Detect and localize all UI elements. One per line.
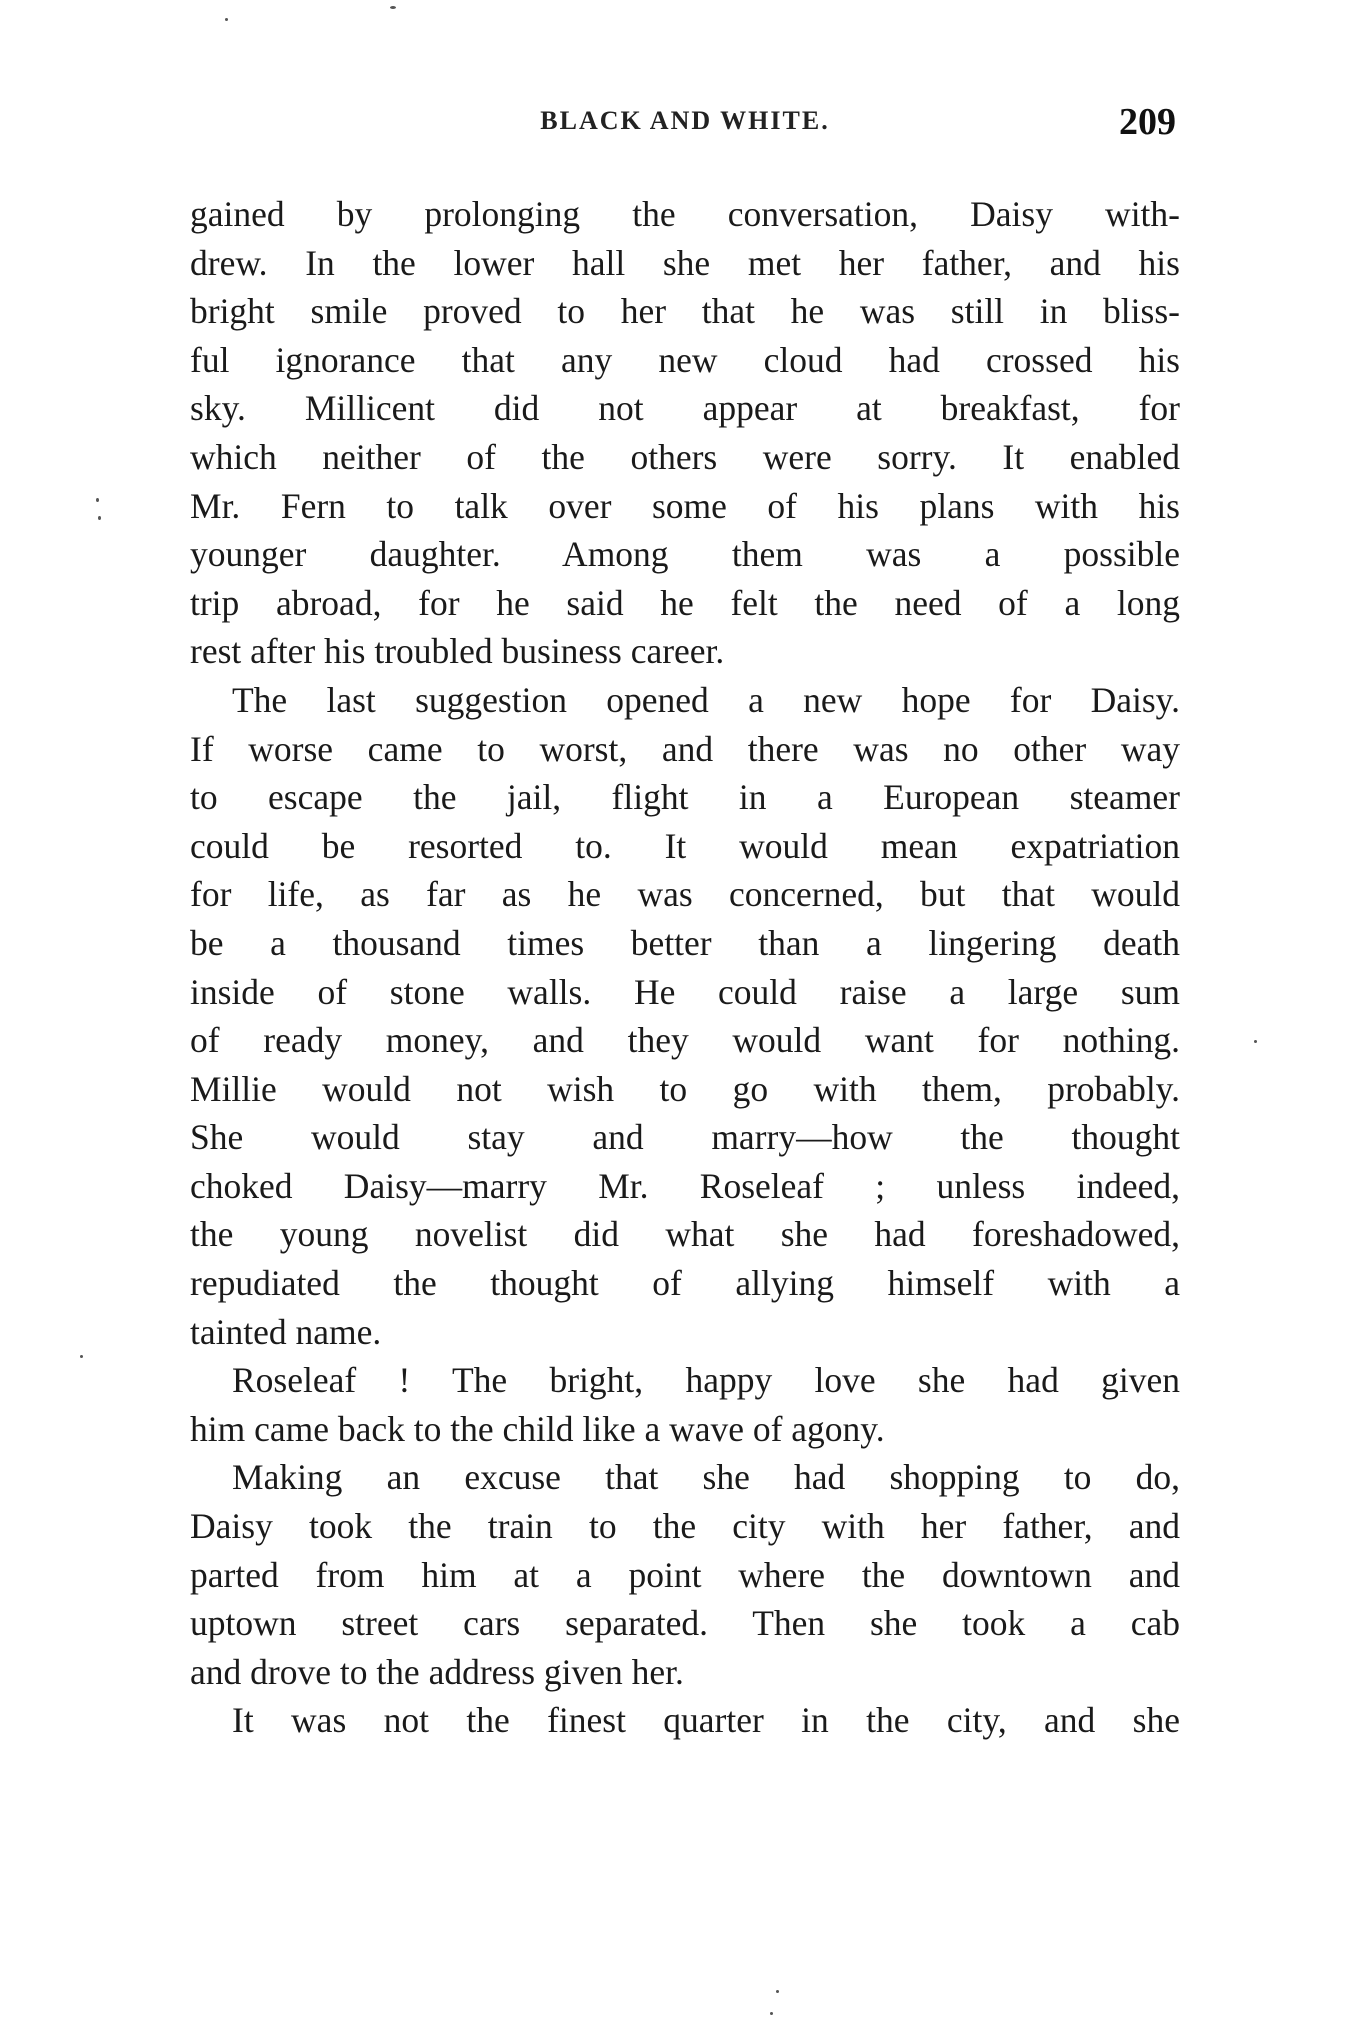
text-line: It was not the finest quarter in the city, and she [232, 1700, 1180, 1741]
text-line: and drove to the address given her. [190, 1651, 684, 1692]
text-line: rest after his troubled business career. [190, 631, 725, 672]
text-line: gained by prolonging the conversation, Daisy with- [190, 194, 1180, 234]
text-line: repudiated the thought of allying himself with a [190, 1263, 1180, 1304]
scan-speck [80, 1355, 83, 1358]
scan-speck [770, 2012, 773, 2015]
scan-speck [98, 516, 101, 520]
running-title: BLACK AND WHITE. [540, 106, 830, 135]
text-line: Mr. Fern to talk over some of his plans with his [190, 485, 1180, 526]
text-line: for life, as far as he was concerned, but that would [190, 874, 1180, 915]
text-line: bright smile proved to her that he was still in bliss- [190, 291, 1180, 332]
text-line: which neither of the others were sorry. It enabled [190, 436, 1180, 477]
scan-speck [776, 1990, 779, 1993]
text-line: Millie would not wish to go with them, probably. [190, 1068, 1180, 1109]
scan-speck [1254, 1040, 1257, 1043]
text-line: the young novelist did what she had foreshadowed, [190, 1214, 1180, 1255]
text-line: tainted name. [190, 1311, 382, 1352]
running-head [190, 100, 1180, 148]
page-number: 209 [1119, 101, 1176, 143]
scan-speck [225, 18, 228, 21]
text-line: Roseleaf ! The bright, happy love she had given [232, 1360, 1180, 1401]
text-line: to escape the jail, flight in a European steamer [190, 777, 1180, 818]
text-line: could be resorted to. It would mean expatriation [190, 825, 1180, 866]
text-line: younger daughter. Among them was a possible [190, 534, 1180, 575]
text-line: uptown street cars separated. Then she took a cab [190, 1603, 1180, 1644]
text-line: If worse came to worst, and there was no other way [190, 728, 1180, 769]
text-line: of ready money, and they would want for nothing. [190, 1020, 1180, 1061]
text-line: trip abroad, for he said he felt the need of a long [190, 582, 1180, 623]
text-line: sky. Millicent did not appear at breakfast, for [190, 388, 1180, 429]
scan-speck [390, 6, 396, 9]
text-line: inside of stone walls. He could raise a large sum [190, 971, 1180, 1012]
text-line: The last suggestion opened a new hope for Daisy. [232, 679, 1180, 720]
text-line: She would stay and marry—how the thought [190, 1117, 1180, 1158]
scan-speck [96, 498, 99, 502]
text-line: choked Daisy—marry Mr. Roseleaf ; unless indeed, [190, 1165, 1180, 1206]
text-line: Daisy took the train to the city with her father, and [190, 1506, 1180, 1547]
body-text [190, 190, 1180, 1745]
text-line: him came back to the child like a wave of agony. [190, 1408, 885, 1449]
text-line: ful ignorance that any new cloud had crossed his [190, 339, 1180, 380]
text-line: Making an excuse that she had shopping to do, [232, 1457, 1180, 1498]
text-line: be a thousand times better than a lingering death [190, 922, 1180, 963]
text-line: parted from him at a point where the downtown and [190, 1554, 1180, 1595]
text-line: drew. In the lower hall she met her father, and his [190, 242, 1180, 283]
